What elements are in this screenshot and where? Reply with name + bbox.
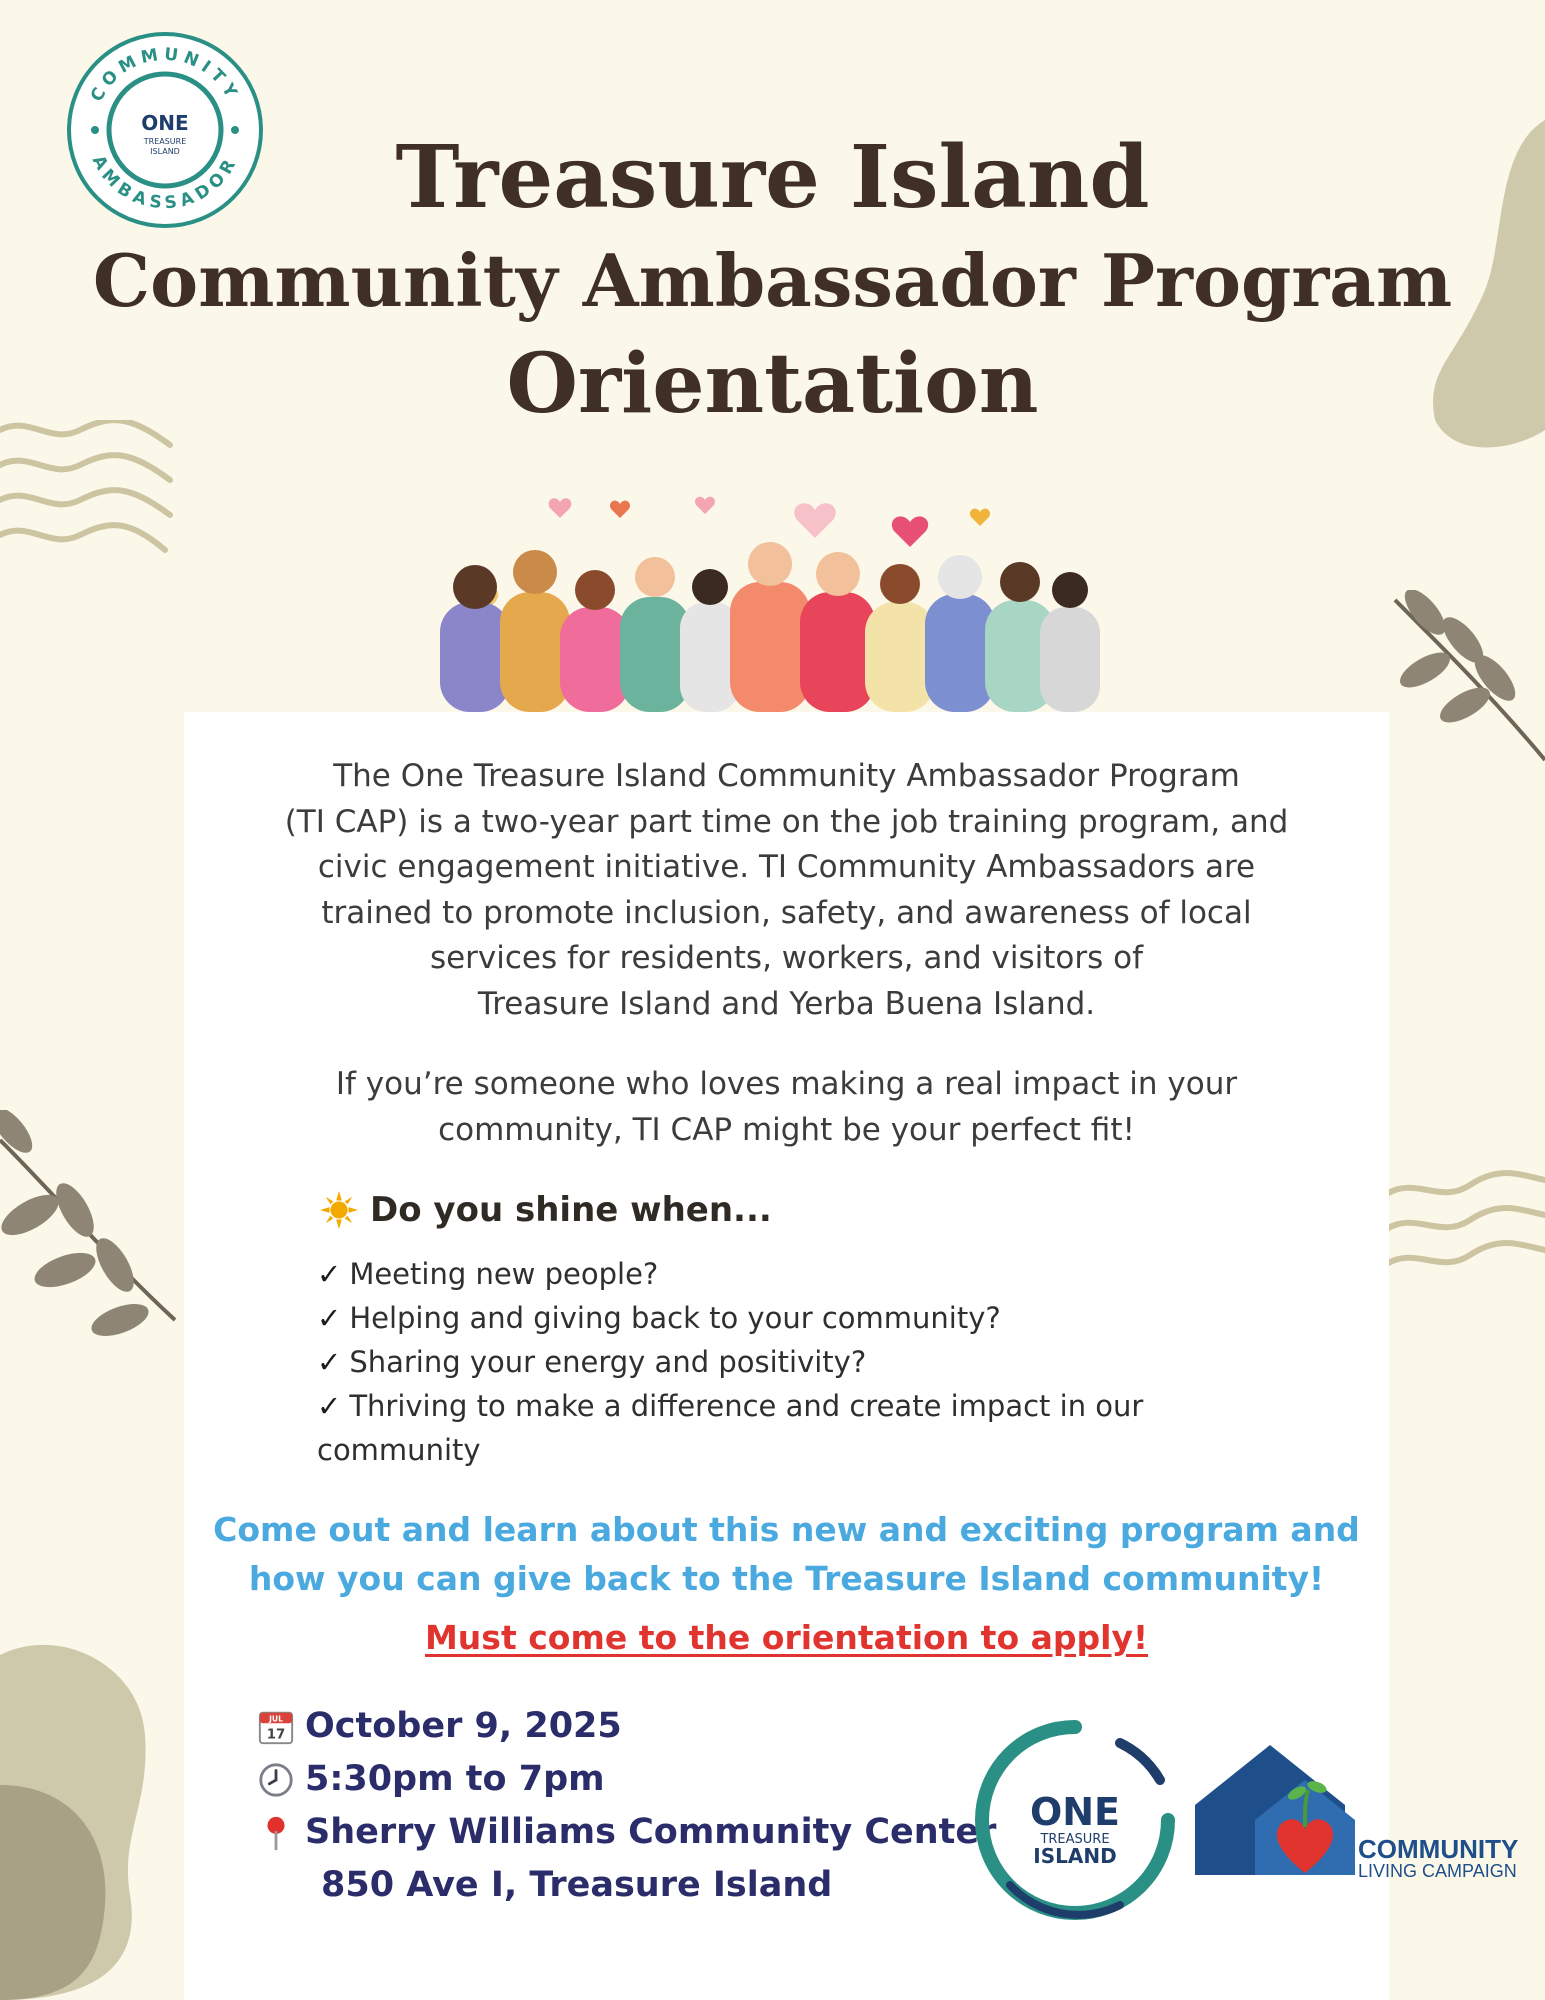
event-address-row — [257, 1859, 996, 1912]
must-attend-notice: Must come to the orientation to apply! — [424, 1618, 1149, 1657]
perfect-fit-text — [184, 1062, 1389, 1153]
description-line: services for residents, workers, and visitors of — [429, 940, 1144, 976]
wavy-lines-right — [1380, 1165, 1545, 1305]
description-line: Treasure Island and Yerba Buena Island. — [477, 985, 1096, 1022]
description-line: The One Treasure Island Community Ambassador Program — [333, 758, 1240, 794]
check-icon: ✓ — [317, 1301, 342, 1335]
check-icon: ✓ — [317, 1257, 342, 1291]
cta-line: how you can give back to the Treasure Island community! — [248, 1559, 1325, 1598]
list-item-text: Helping and giving back to your community? — [349, 1301, 1001, 1335]
community-living-campaign-logo — [1190, 1735, 1520, 1895]
blob-bottom-left — [0, 1635, 200, 2000]
shine-heading — [320, 1190, 772, 1230]
description-line: civic engagement initiative. TI Community Ambassadors are — [317, 849, 1256, 885]
event-venue: Sherry Williams Community Center — [305, 1812, 997, 1852]
badge-ring-bottom: AMBASSADOR — [87, 152, 243, 214]
badge-center-small-2: ISLAND — [150, 147, 180, 156]
event-details — [257, 1700, 996, 1912]
list-item-text: Meeting new people? — [349, 1257, 659, 1291]
check-icon: ✓ — [317, 1389, 342, 1423]
description-line: (TI CAP) is a two-year part time on the job training program, and — [284, 803, 1289, 840]
event-venue-row — [257, 1806, 996, 1859]
leaf-branch-left — [0, 1110, 185, 1370]
crowd-illustration — [420, 482, 1120, 712]
pin-icon — [257, 1814, 295, 1852]
clc-line-2: LIVING CAMPAIGN — [1358, 1861, 1517, 1881]
badge-center-small-1: TREASURE — [143, 137, 187, 146]
calendar-day: 17 — [266, 1726, 286, 1742]
one-treasure-island-logo — [970, 1715, 1180, 1925]
logo-treasure-text: TREASURE — [1040, 1832, 1110, 1847]
logo-one-text: ONE — [1029, 1790, 1121, 1834]
cta-line: Come out and learn about this new and exciting program and — [213, 1510, 1360, 1549]
list-item — [317, 1296, 1277, 1340]
badge-center-big: ONE — [141, 111, 189, 135]
sun-icon — [320, 1191, 358, 1229]
title-line-2: Community Ambassador Program — [92, 238, 1453, 323]
shine-checklist — [317, 1252, 1277, 1472]
program-description — [184, 754, 1389, 1027]
list-item-text: Sharing your energy and positivity? — [349, 1345, 867, 1379]
event-address: 850 Ave I, Treasure Island — [321, 1865, 833, 1905]
clock-icon — [257, 1761, 295, 1799]
event-date: October 9, 2025 — [305, 1706, 622, 1746]
list-item — [317, 1252, 1277, 1296]
fit-line: community, TI CAP might be your perfect fit! — [438, 1111, 1135, 1148]
logo-island-text: ISLAND — [1033, 1844, 1117, 1868]
calendar-icon — [257, 1708, 295, 1746]
title-line-1: Treasure Island — [395, 127, 1150, 228]
wavy-lines-left — [0, 420, 175, 560]
call-to-action — [184, 1505, 1389, 1603]
event-time-row — [257, 1753, 996, 1806]
clc-line-1: COMMUNITY — [1358, 1834, 1519, 1864]
event-date-row — [257, 1700, 996, 1753]
check-icon: ✓ — [317, 1345, 342, 1379]
list-item-text: Thriving to make a difference and create impact in our community — [317, 1389, 1144, 1467]
fit-line: If you’re someone who loves making a real impact in your — [335, 1066, 1238, 1102]
list-item — [317, 1340, 1277, 1384]
calendar-month: JUL — [269, 1713, 283, 1723]
badge-ring-top: COMMUNITY — [86, 44, 244, 106]
list-item — [317, 1384, 1277, 1472]
shine-heading-text: Do you shine when... — [370, 1190, 772, 1230]
leaf-branch-right — [1385, 590, 1545, 770]
title-line-3: Orientation — [506, 336, 1039, 432]
description-line: trained to promote inclusion, safety, and awareness of local — [321, 894, 1252, 931]
event-time: 5:30pm to 7pm — [305, 1759, 605, 1799]
